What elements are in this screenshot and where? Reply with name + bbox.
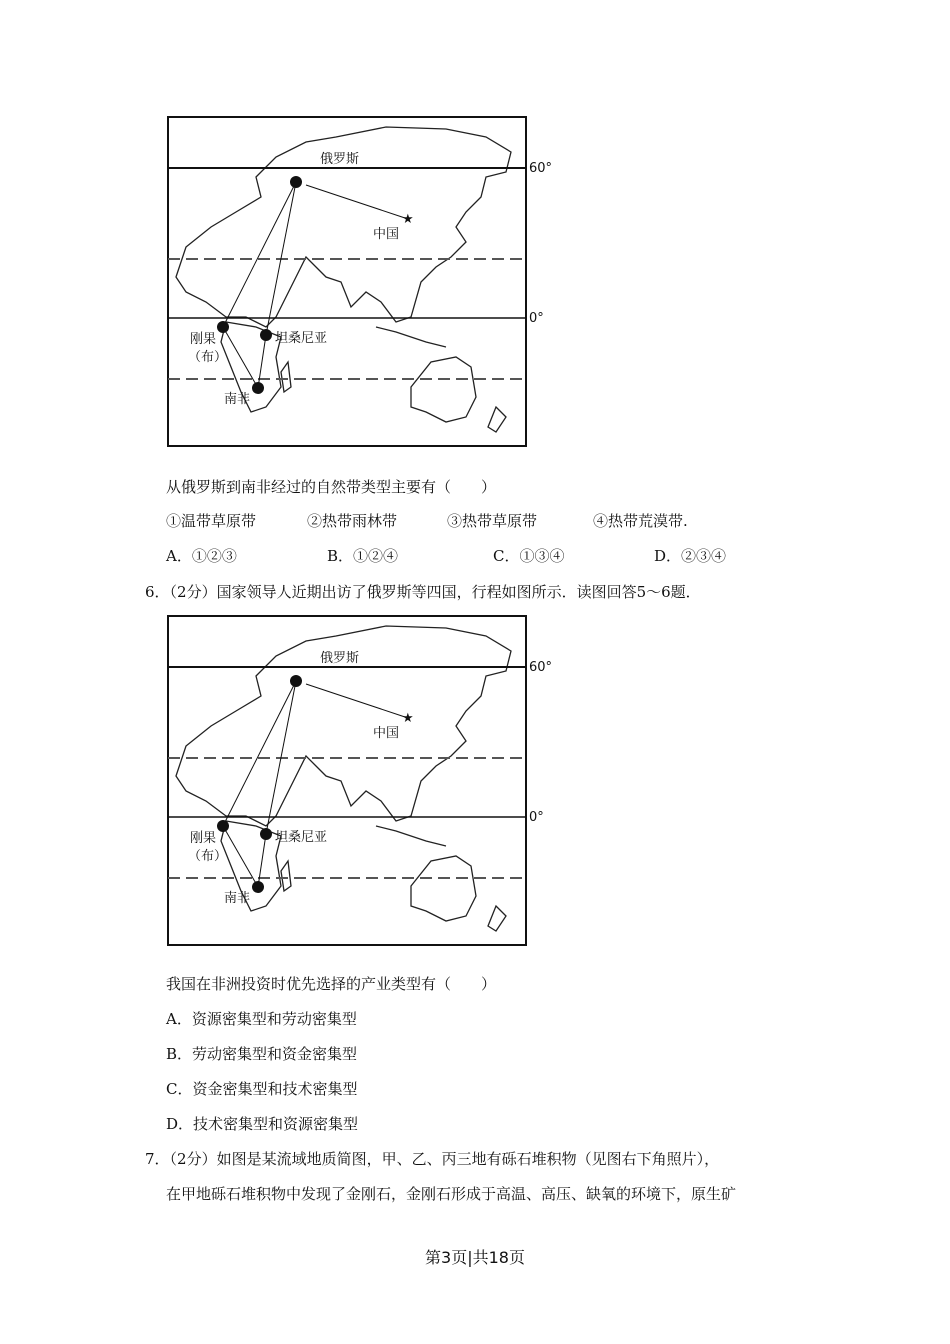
beijing-star-icon: ★ xyxy=(402,212,414,227)
q5-stem: 从俄罗斯到南非经过的自然带类型主要有（ ） xyxy=(166,478,497,496)
label-south-africa: 南非 xyxy=(224,392,251,407)
label-tanzania: 坦桑尼亚 xyxy=(275,331,328,346)
world-map xyxy=(166,616,556,948)
q5-item: ②热带雨林带 xyxy=(307,512,398,530)
q5-option-b[interactable]: B．①②④ xyxy=(327,547,399,565)
congo-dot xyxy=(217,820,229,832)
russia-dot xyxy=(290,675,302,687)
south-africa-dot xyxy=(252,881,264,893)
q5-option-c[interactable]: C．①③④ xyxy=(493,547,565,565)
q6-intro: 6．（2分）国家领导人近期出访了俄罗斯等四国，行程如图所示．读图回答5～6题． xyxy=(145,583,701,601)
label-lat0: 0° xyxy=(529,810,544,825)
q6-stem: 我国在非洲投资时优先选择的产业类型有（ ） xyxy=(166,975,497,993)
q6-option-d[interactable]: D．技术密集型和资源密集型 xyxy=(166,1115,359,1133)
route-lines xyxy=(223,681,405,887)
q7-line2: 在甲地砾石堆积物中发现了金刚石，金刚石形成于高温、高压、缺氧的环境下，原生矿 xyxy=(166,1185,737,1203)
q5-option-a[interactable]: A．①②③ xyxy=(166,547,237,565)
russia-dot xyxy=(290,176,302,188)
south-africa-dot xyxy=(252,382,264,394)
tanzania-dot xyxy=(260,329,272,341)
q5-item: ④热带荒漠带. xyxy=(593,512,688,530)
route-lines xyxy=(223,182,405,388)
continent-outlines xyxy=(176,626,511,931)
page-footer: 第3页|共18页 xyxy=(425,1248,525,1267)
label-lat60: 60° xyxy=(529,660,553,675)
q5-option-d[interactable]: D．②③④ xyxy=(654,547,727,565)
q5-item: ③热带草原带 xyxy=(447,512,538,530)
map-figure-q5 xyxy=(166,117,556,449)
map-figure-q6 xyxy=(166,616,556,948)
label-lat0: 0° xyxy=(529,311,544,326)
label-lat60: 60° xyxy=(529,161,553,176)
beijing-star-icon: ★ xyxy=(402,711,414,726)
label-china: 中国 xyxy=(373,227,400,242)
label-russia: 俄罗斯 xyxy=(320,651,360,666)
label-congo: 刚果 xyxy=(190,332,217,347)
q6-option-a[interactable]: A．资源密集型和劳动密集型 xyxy=(166,1010,357,1028)
label-china: 中国 xyxy=(373,726,400,741)
label-russia: 俄罗斯 xyxy=(320,152,360,167)
q6-option-b[interactable]: B．劳动密集型和资金密集型 xyxy=(166,1045,358,1063)
world-map xyxy=(166,117,556,449)
label-congo: 刚果 xyxy=(190,831,217,846)
label-congo-sub: （布） xyxy=(188,849,228,864)
congo-dot xyxy=(217,321,229,333)
label-congo-sub: （布） xyxy=(188,350,228,365)
q6-option-c[interactable]: C．资金密集型和技术密集型 xyxy=(166,1080,358,1098)
tanzania-dot xyxy=(260,828,272,840)
label-south-africa: 南非 xyxy=(224,891,251,906)
q7-line1: 7．（2分）如图是某流域地质简图，甲、乙、丙三地有砾石堆积物（见图右下角照片）， xyxy=(145,1150,720,1168)
label-tanzania: 坦桑尼亚 xyxy=(275,830,328,845)
q5-item: ①温带草原带 xyxy=(166,512,257,530)
continent-outlines xyxy=(176,127,511,432)
